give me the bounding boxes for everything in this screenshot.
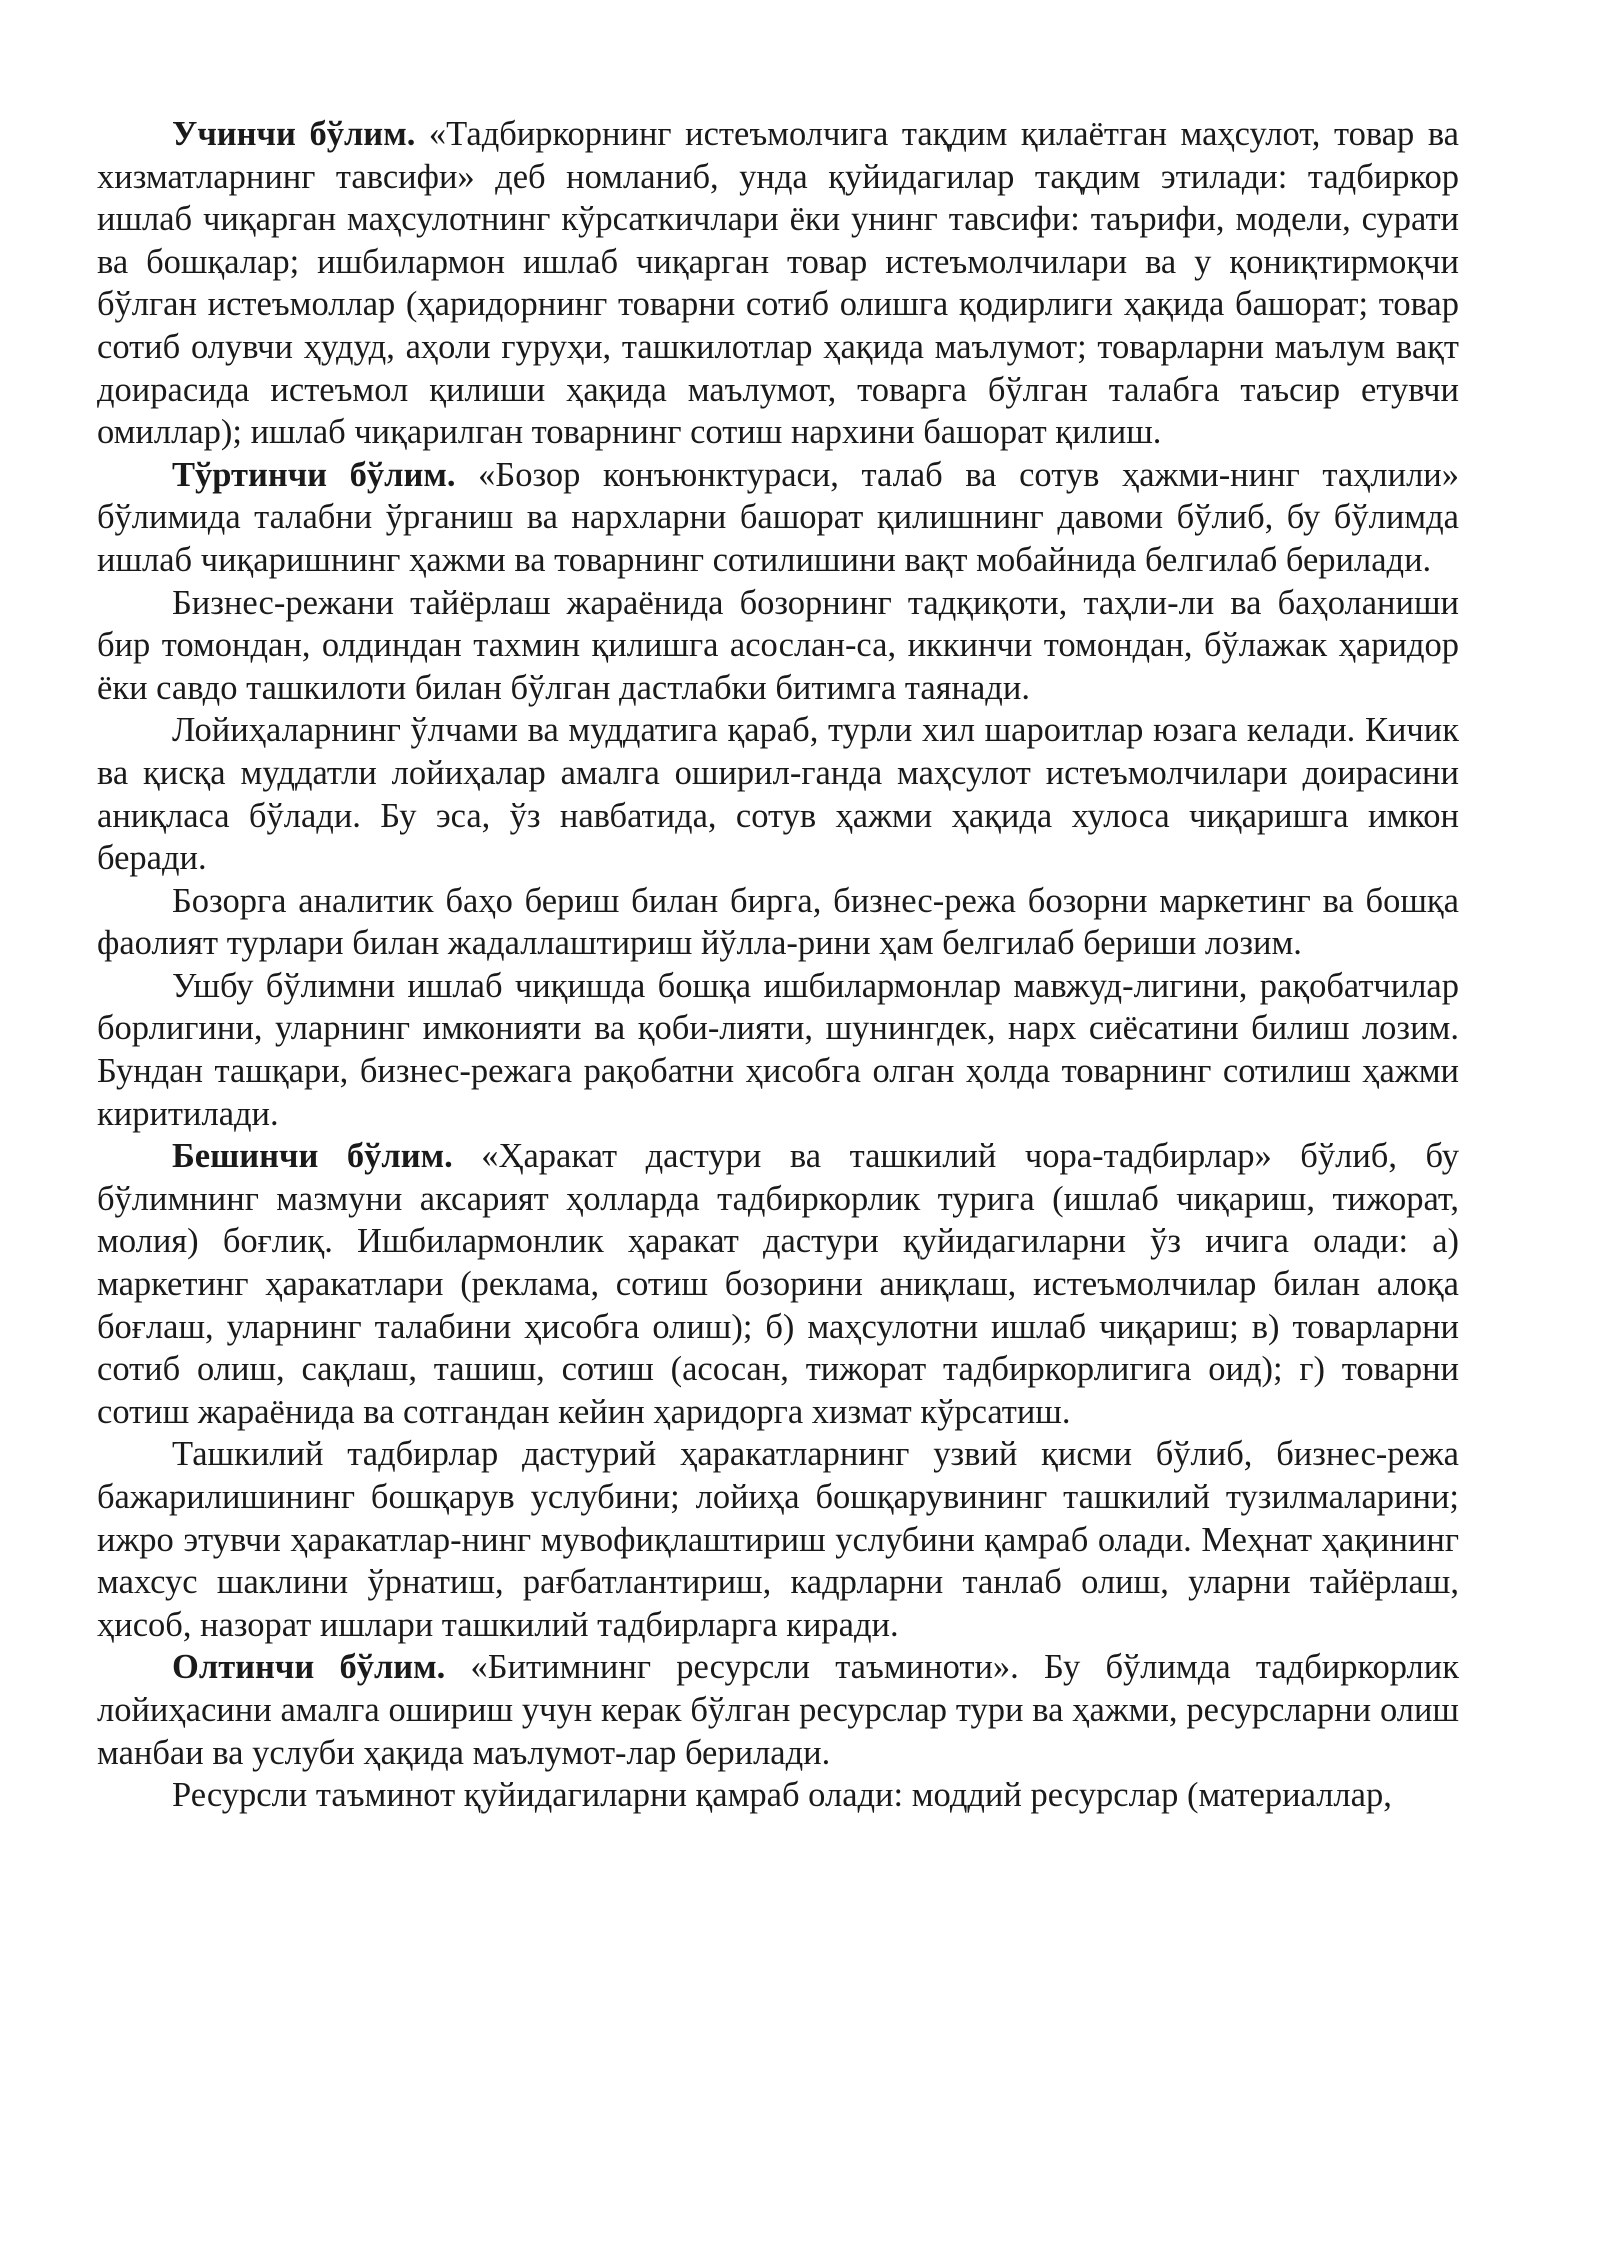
section-heading: Бешинчи бўлим. [172,1137,453,1176]
paragraph-body [97,582,1459,710]
paragraph-text: «Бозор конъюнктураси, талаб ва сотув ҳажми-нинг таҳлили» бўлимида талабни ўрганиш ва нархларни башорат қилишнинг давоми бўлиб, бу бўлимда ишлаб чиқаришнинг ҳажми ва товарнинг сотилишини вақт мобайнида белгилаб берилади. [97,455,1460,579]
paragraph-text: Ташкилий тадбирлар дастурий ҳаракатларнинг узвий қисми бўлиб, бизнес-режа бажарилишининг бошқарув услубини; лойиҳа бошқарувининг ташкилий тузилмаларини; ижро этувчи ҳаракатлар-нинг мувофиқлаштириш услубини қамраб олади. Меҳнат ҳақининг махсус шаклини ўрнатиш, рағбатлантириш, кадрларни танлаб олиш, уларни тайёрлаш, ҳисоб, назорат ишлари ташкилий тадбирларга киради. [97,1435,1459,1644]
document-page [97,113,1459,1817]
paragraph-section-three [97,113,1459,454]
paragraph-text: «Ҳаракат дастури ва ташкилий чора-тадбирлар» бўлиб, бу бўлимнинг мазмуни аксарият ҳолларда тадбиркорлик турига (ишлаб чиқариш, тижорат, молия) боғлиқ. Ишбилармонлик ҳаракат дастури қуйидагиларни ўз ичига олади: а) маркетинг ҳаракатлари (реклама, сотиш бозорини аниқлаш, истеъмолчилар билан алоқа боғлаш, уларнинг талабини ҳисобга олиш); б) маҳсулотни ишлаб чиқариш; в) товарларни сотиб олиш, сақлаш, ташиш, сотиш (асосан, тижорат тадбиркорлигига оид); г) товарни сотиш жараёнида ва сотгандан кейин ҳаридорга хизмат кўрсатиш. [97,1137,1460,1431]
paragraph-body [97,965,1459,1135]
paragraph-section-five [97,1135,1459,1433]
paragraph-text: «Битимнинг ресурсли таъминоти». Бу бўлимда тадбиркорлик лойиҳасини амалга ошириш учун керак бўлган ресурслар тури ва ҳажми, ресурсларни олиш манбаи ва услуби ҳақида маълумот-лар берилади. [97,1648,1459,1772]
paragraph-text: Лойиҳаларнинг ўлчами ва муддатига қараб, турли хил шароитлар юзага келади. Кичик ва қисқа муддатли лойиҳалар амалга оширил-ганда маҳсулот истеъмолчилари доирасини аниқласа бўлади. Бу эса, ўз навбатида, сотув ҳажми ҳақида хулоса чиқаришга имкон беради. [97,711,1459,878]
paragraph-text: Бозорга аналитик баҳо бериш билан бирга, бизнес-режа бозорни маркетинг ва бошқа фаолият турлари билан жадаллаштириш йўлла-рини ҳам белгилаб бериши лозим. [97,881,1459,963]
paragraph-text: «Тадбиркорнинг истеъмолчига тақдим қилаётган маҳсулот, товар ва хизматларнинг тавсифи» деб номланиб, унда қуйидагилар тақдим этилади: тадбиркор ишлаб чиқарган маҳсулотнинг кўрсаткичлари ёки унинг тавсифи: таърифи, модели, сурати ва бошқалар; ишбилармон ишлаб чиқарган товар истеъмолчилари ва у қониқтирмоқчи бўлган истеъмоллар (ҳаридорнинг товарни сотиб олишга қодирлиги ҳақида башорат; товар сотиб олувчи ҳудуд, аҳоли гуруҳи, ташкилотлар ҳақида маълумот; товарларни маълум вақт доирасида истеъмол қилиши ҳақида маълумот, товарга бўлган талабга таъсир етувчи омиллар); ишлаб чиқарилган товарнинг сотиш нархини башорат қилиш. [97,115,1459,452]
section-heading: Тўртинчи бўлим. [172,455,456,494]
paragraph-section-six [97,1646,1459,1774]
paragraph-body [97,880,1459,965]
paragraph-body-last [97,1774,1459,1817]
section-heading: Учинчи бўлим. [172,115,416,153]
paragraph-text: Ушбу бўлимни ишлаб чиқишда бошқа ишбилармонлар мавжуд-лигини, рақобатчилар борлигини, уларнинг имконияти ва қоби-лияти, шунингдек, нарх сиёсатини билиш лозим. Бундан ташқари, бизнес-режага рақобатни ҳисобга олган ҳолда товарнинг сотилиш ҳажми киритилади. [97,966,1459,1133]
paragraph-body [97,1433,1459,1646]
paragraph-body [97,709,1459,879]
paragraph-text: Ресурсли таъминот қуйидагиларни қамраб олади: моддий ресурслар (материаллар, [172,1776,1392,1815]
paragraph-section-four [97,454,1459,582]
paragraph-text: Бизнес-режани тайёрлаш жараёнида бозорнинг тадқиқоти, таҳли-ли ва баҳоланиши бир томондан, олдиндан тахмин қилишга асослан-са, иккинчи томондан, бўлажак ҳаридор ёки савдо ташкилоти билан бўлган дастлабки битимга таянади. [97,583,1459,707]
section-heading: Олтинчи бўлим. [172,1648,446,1687]
